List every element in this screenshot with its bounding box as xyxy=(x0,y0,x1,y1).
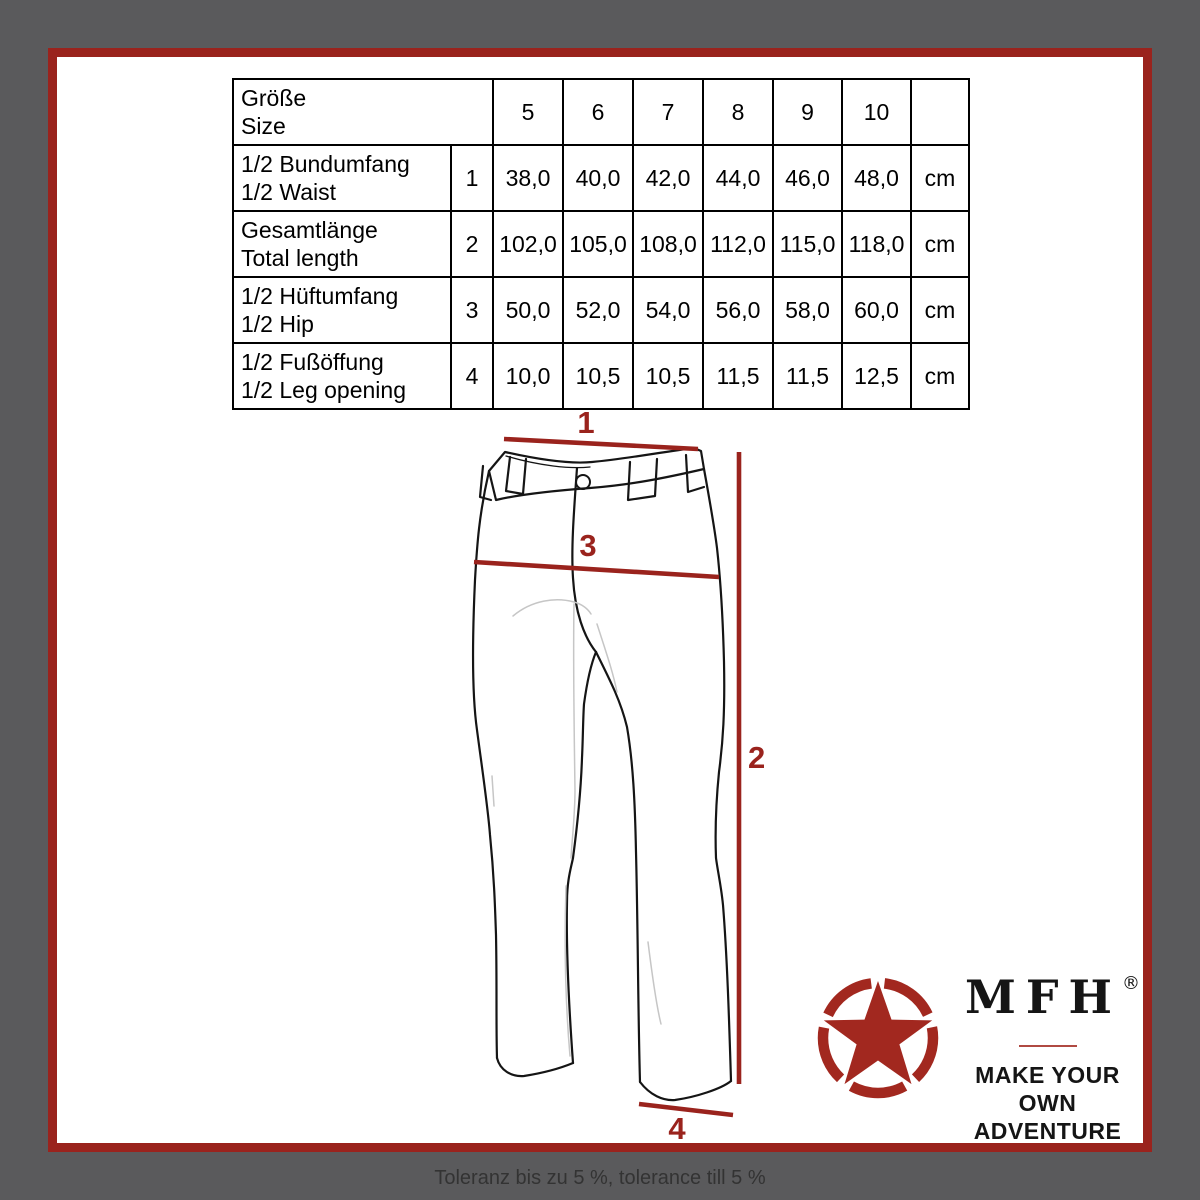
table-row-leg-opening xyxy=(233,343,969,409)
value-cell: 46,0 xyxy=(773,145,842,211)
row-index-cell: 3 xyxy=(451,277,493,343)
header-label-de: Größe xyxy=(241,85,307,111)
table-row-waist xyxy=(233,145,969,211)
row-label-de: 1/2 Hüftumfang xyxy=(241,283,399,309)
value-cell: 56,0 xyxy=(703,277,773,343)
value-cell: 48,0 xyxy=(842,145,911,211)
length-measure-label: 2 xyxy=(748,740,766,775)
row-label-de: 1/2 Fußöffung xyxy=(241,349,384,375)
value-cell: 112,0 xyxy=(703,211,773,277)
row-label-en: 1/2 Leg opening xyxy=(241,377,406,403)
pants-measurement-diagram xyxy=(440,410,770,1150)
tagline-line-2: ADVENTURE xyxy=(973,1118,1122,1144)
unit-cell: cm xyxy=(911,343,969,409)
table-row-total-length xyxy=(233,211,969,277)
waist-measure-label: 1 xyxy=(577,410,595,440)
value-cell: 11,5 xyxy=(773,343,842,409)
value-cell: 115,0 xyxy=(773,211,842,277)
size-table xyxy=(232,78,970,410)
row-index-cell: 1 xyxy=(451,145,493,211)
value-cell: 54,0 xyxy=(633,277,703,343)
brand-block xyxy=(945,958,1150,1145)
leg-opening-measure-label: 4 xyxy=(668,1111,686,1146)
row-label-cell xyxy=(233,145,451,211)
unit-cell: cm xyxy=(911,211,969,277)
value-cell: 60,0 xyxy=(842,277,911,343)
value-cell: 10,5 xyxy=(563,343,633,409)
header-label-en: Size xyxy=(241,113,286,139)
brand-name-text: MFH xyxy=(964,970,1123,1024)
hip-measure-label: 3 xyxy=(579,528,597,563)
unit-cell: cm xyxy=(911,145,969,211)
mfh-star-logo-icon xyxy=(806,964,956,1114)
value-cell: 108,0 xyxy=(633,211,703,277)
value-cell: 58,0 xyxy=(773,277,842,343)
row-label-cell xyxy=(233,343,451,409)
size-column-header: 6 xyxy=(563,79,633,145)
table-header-row xyxy=(233,79,969,145)
value-cell: 52,0 xyxy=(563,277,633,343)
waist-measure-line xyxy=(504,439,698,449)
row-label-de: 1/2 Bundumfang xyxy=(241,151,410,177)
row-index-cell: 2 xyxy=(451,211,493,277)
registered-trademark: ® xyxy=(1122,973,1141,994)
size-column-header: 8 xyxy=(703,79,773,145)
brand-divider xyxy=(1019,1045,1077,1047)
value-cell: 10,0 xyxy=(493,343,563,409)
value-cell: 44,0 xyxy=(703,145,773,211)
pants-outline xyxy=(473,448,731,1100)
size-column-header: 7 xyxy=(633,79,703,145)
unit-cell: cm xyxy=(911,277,969,343)
brand-tagline xyxy=(945,1061,1150,1145)
brand-name xyxy=(945,958,1150,1023)
tagline-line-1: MAKE YOUR OWN xyxy=(975,1062,1120,1116)
row-label-cell xyxy=(233,211,451,277)
table-row-hip xyxy=(233,277,969,343)
value-cell: 10,5 xyxy=(633,343,703,409)
measurement-lines xyxy=(474,439,739,1115)
leg-opening-measure-line xyxy=(639,1104,733,1115)
value-cell: 40,0 xyxy=(563,145,633,211)
row-label-en: Total length xyxy=(241,245,359,271)
size-column-header: 5 xyxy=(493,79,563,145)
value-cell: 118,0 xyxy=(842,211,911,277)
row-label-en: 1/2 Waist xyxy=(241,179,337,205)
value-cell: 50,0 xyxy=(493,277,563,343)
row-label-en: 1/2 Hip xyxy=(241,311,314,337)
value-cell: 105,0 xyxy=(563,211,633,277)
row-label-cell xyxy=(233,277,451,343)
value-cell: 42,0 xyxy=(633,145,703,211)
tolerance-note: Toleranz bis zu 5 %, tolerance till 5 % xyxy=(434,1167,766,1189)
size-column-header: 10 xyxy=(842,79,911,145)
value-cell: 102,0 xyxy=(493,211,563,277)
value-cell: 38,0 xyxy=(493,145,563,211)
table-header-label-cell xyxy=(233,79,493,145)
value-cell: 11,5 xyxy=(703,343,773,409)
hip-measure-line xyxy=(474,562,719,577)
row-label-de: Gesamtlänge xyxy=(241,217,378,243)
row-index-cell: 4 xyxy=(451,343,493,409)
table-cell-empty xyxy=(911,79,969,145)
value-cell: 12,5 xyxy=(842,343,911,409)
size-column-header: 9 xyxy=(773,79,842,145)
